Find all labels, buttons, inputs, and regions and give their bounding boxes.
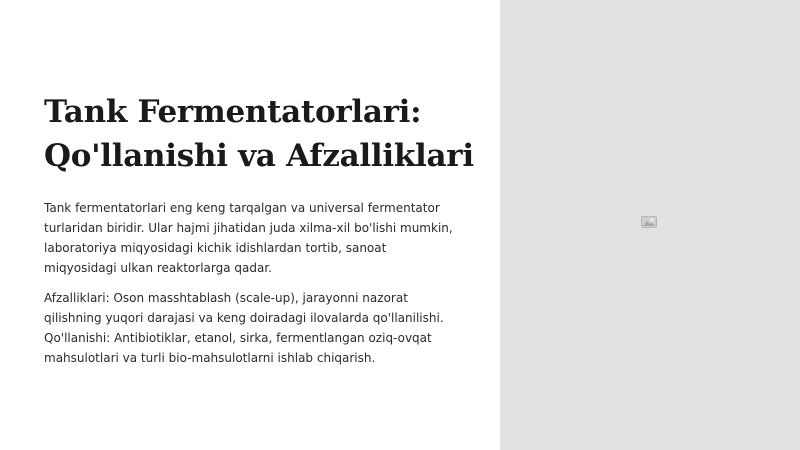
title-line-1: Tank Fermentatorlari: [44,94,422,130]
slide-title [44,90,474,178]
paragraph-line: Afzalliklari: Oson masshtablash (scale-up), jarayonni nazorat [44,291,408,305]
paragraph-line: Qo'llanishi: Antibiotiklar, etanol, sirka, fermentlangan oziq-ovqat [44,331,432,345]
paragraph-line: Tank fermentatorlari eng keng tarqalgan va universal fermentator [44,201,440,215]
paragraph-line: mahsulotlari va turli bio-mahsulotlarni ishlab chiqarish. [44,351,376,365]
paragraph-line: miqyosidagi ulkan reaktorlarga qadar. [44,261,272,275]
intro-paragraph [44,198,460,278]
paragraph-line: turlaridan biridir. Ular hajmi jihatidan juda xilma-xil bo'lishi mumkin, [44,221,453,235]
advantages-paragraph [44,288,460,368]
paragraph-line: laboratoriya miqyosidagi kichik idishlardan tortib, sanoat [44,241,387,255]
title-line-2: Qo'llanishi va Afzalliklari [44,138,474,174]
paragraph-line: qilishning yuqori darajasi va keng doiradagi ilovalarda qo'llanilishi. [44,311,444,325]
image-placeholder-icon [641,216,657,228]
